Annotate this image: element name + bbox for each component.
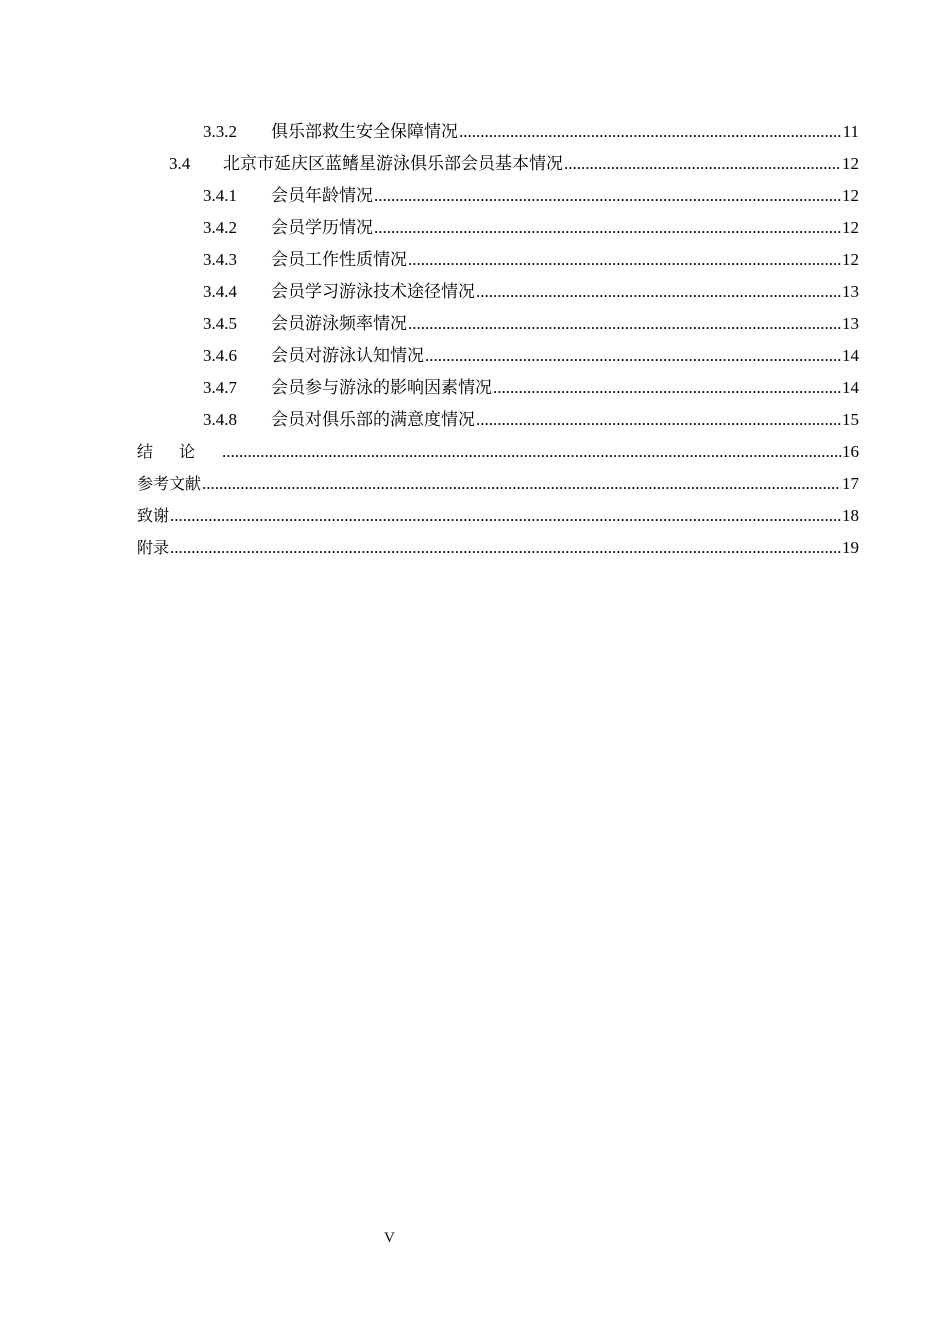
toc-entry-page: 12 bbox=[842, 186, 859, 205]
toc-leader-dots bbox=[374, 212, 841, 244]
toc-entry-acknowledgements[interactable] bbox=[0, 500, 950, 532]
toc-entry-title: 会员对俱乐部的满意度情况 bbox=[271, 410, 475, 429]
toc-entry-3-4-4[interactable] bbox=[0, 276, 950, 308]
toc-leader-dots bbox=[170, 500, 841, 532]
toc-entry-page: 14 bbox=[842, 346, 859, 365]
toc-entry-number: 3.4.7 bbox=[203, 378, 237, 397]
toc-entry-page: 16 bbox=[842, 442, 859, 461]
toc-entry-title: 俱乐部救生安全保障情况 bbox=[271, 122, 458, 141]
table-of-contents bbox=[0, 116, 950, 564]
toc-entry-number: 3.3.2 bbox=[203, 122, 237, 141]
toc-leader-dots bbox=[476, 404, 841, 436]
toc-entry-title: 会员工作性质情况 bbox=[271, 250, 407, 269]
toc-entry-page: 14 bbox=[842, 378, 859, 397]
toc-entry-title: 会员对游泳认知情况 bbox=[271, 346, 424, 365]
toc-entry-3-4-3[interactable] bbox=[0, 244, 950, 276]
toc-entry-number: 3.4.6 bbox=[203, 346, 237, 365]
toc-entry-3-4-5[interactable] bbox=[0, 308, 950, 340]
toc-entry-page: 18 bbox=[842, 506, 859, 525]
toc-entry-page: 15 bbox=[842, 410, 859, 429]
toc-leader-dots bbox=[374, 180, 841, 212]
toc-leader-dots bbox=[425, 340, 841, 372]
toc-entry-number: 3.4.5 bbox=[203, 314, 237, 333]
toc-entry-number: 3.4.4 bbox=[203, 282, 237, 301]
toc-leader-dots bbox=[170, 532, 841, 564]
toc-entry-page: 12 bbox=[842, 154, 859, 173]
toc-entry-number: 3.4.3 bbox=[203, 250, 237, 269]
toc-leader-dots bbox=[222, 436, 841, 468]
toc-entry-page: 11 bbox=[842, 122, 859, 141]
toc-entry-number: 3.4 bbox=[169, 154, 191, 173]
toc-entry-title: 会员学历情况 bbox=[271, 218, 373, 237]
toc-leader-dots bbox=[459, 116, 842, 148]
toc-leader-dots bbox=[202, 468, 841, 500]
toc-entry-title: 致谢 bbox=[137, 506, 170, 525]
toc-entry-page: 13 bbox=[842, 314, 859, 333]
toc-leader-dots bbox=[493, 372, 841, 404]
toc-entry-3-4-6[interactable] bbox=[0, 340, 950, 372]
toc-entry-number: 3.4.2 bbox=[203, 218, 237, 237]
toc-entry-title: 参考文献 bbox=[137, 474, 202, 493]
toc-entry-title: 附录 bbox=[137, 538, 170, 557]
toc-entry-appendix[interactable] bbox=[0, 532, 950, 564]
toc-entry-3-4[interactable] bbox=[0, 148, 950, 180]
toc-entry-page: 17 bbox=[842, 474, 859, 493]
toc-entry-title: 会员参与游泳的影响因素情况 bbox=[271, 378, 492, 397]
toc-entry-3-4-1[interactable] bbox=[0, 180, 950, 212]
toc-entry-page: 12 bbox=[842, 250, 859, 269]
toc-entry-page: 12 bbox=[842, 218, 859, 237]
toc-entry-conclusion[interactable] bbox=[0, 436, 950, 468]
toc-entry-number: 3.4.1 bbox=[203, 186, 237, 205]
toc-leader-dots bbox=[408, 244, 841, 276]
toc-entry-title: 北京市延庆区蓝鳍星游泳俱乐部会员基本情况 bbox=[223, 154, 563, 173]
toc-entry-references[interactable] bbox=[0, 468, 950, 500]
toc-leader-dots bbox=[564, 148, 841, 180]
toc-entry-title: 会员学习游泳技术途径情况 bbox=[271, 282, 475, 301]
toc-entry-3-3-2[interactable] bbox=[0, 116, 950, 148]
toc-entry-title: 会员年龄情况 bbox=[271, 186, 373, 205]
toc-entry-number: 3.4.8 bbox=[203, 410, 237, 429]
toc-leader-dots bbox=[476, 276, 841, 308]
toc-entry-3-4-2[interactable] bbox=[0, 212, 950, 244]
toc-entry-title: 结论 bbox=[137, 442, 222, 461]
page-footer-number: V bbox=[384, 1230, 395, 1246]
toc-entry-3-4-8[interactable] bbox=[0, 404, 950, 436]
toc-entry-page: 19 bbox=[842, 538, 859, 557]
toc-leader-dots bbox=[408, 308, 841, 340]
toc-entry-title: 会员游泳频率情况 bbox=[271, 314, 407, 333]
toc-entry-3-4-7[interactable] bbox=[0, 372, 950, 404]
toc-entry-page: 13 bbox=[842, 282, 859, 301]
